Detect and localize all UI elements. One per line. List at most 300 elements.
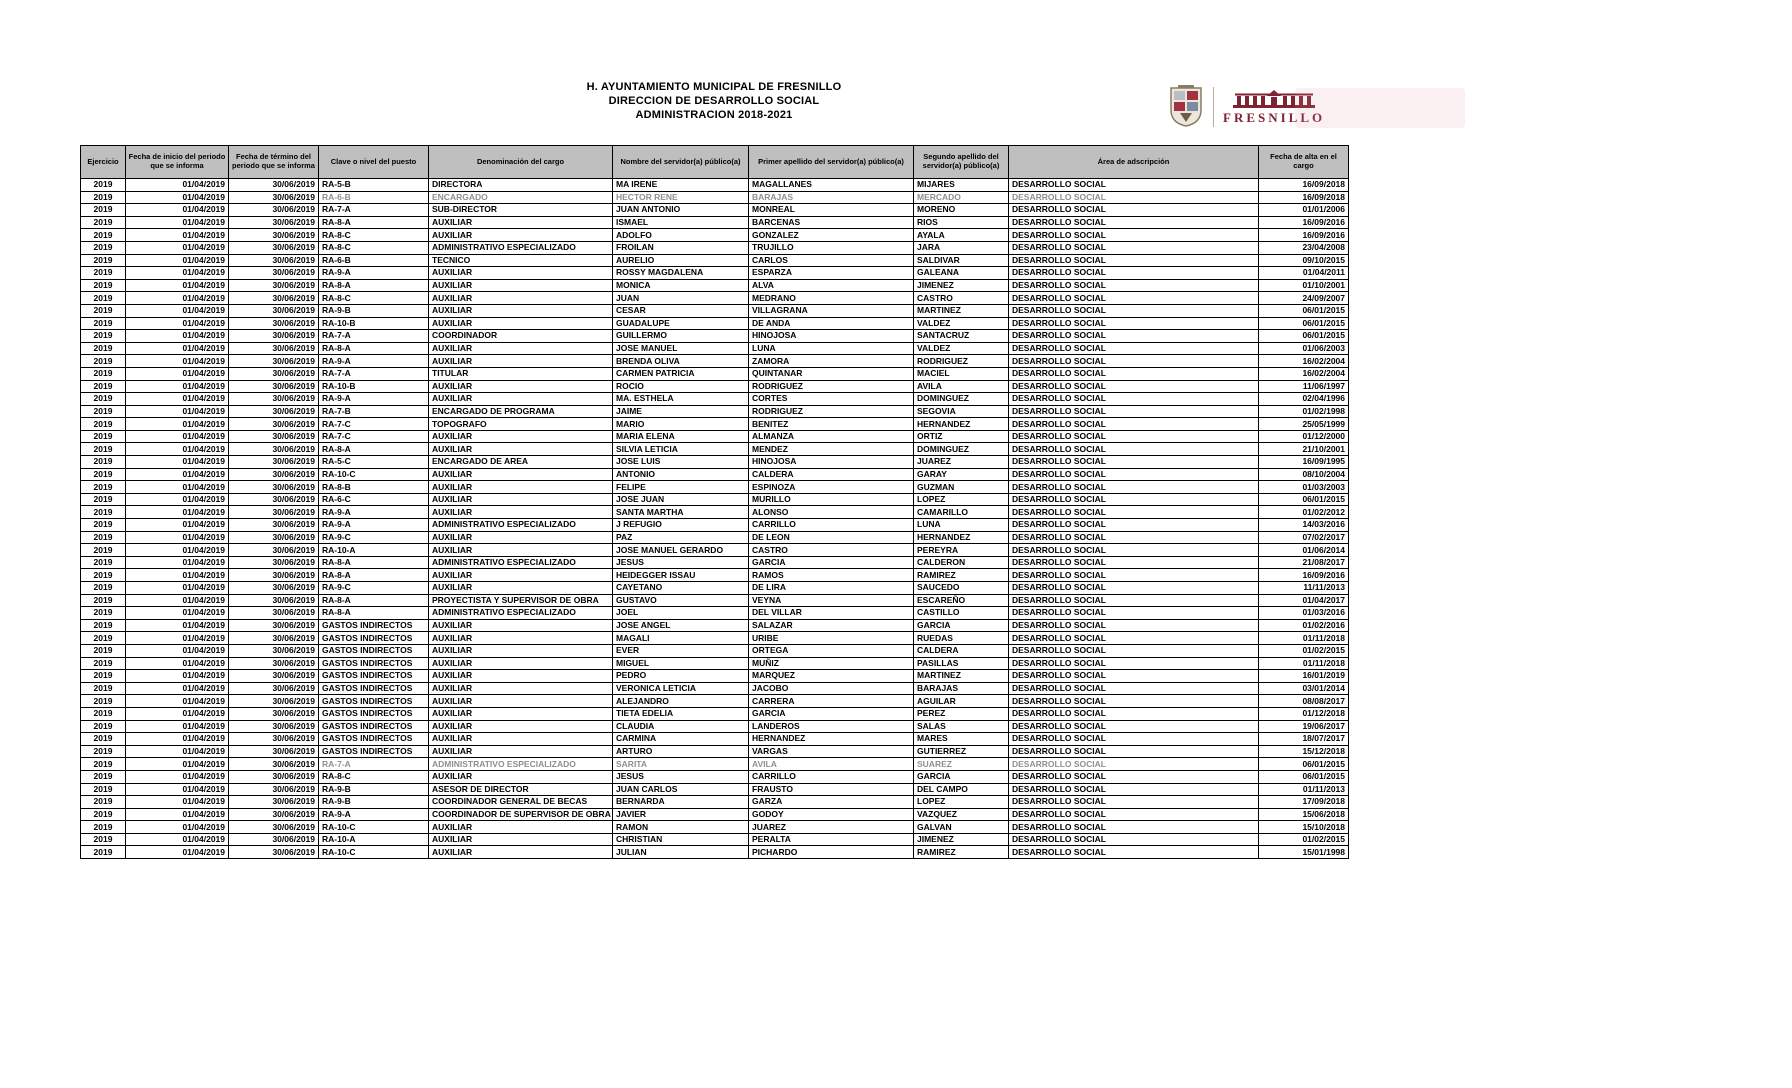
table-cell: 30/06/2019 xyxy=(229,468,319,481)
table-cell: 2019 xyxy=(81,204,126,217)
table-row xyxy=(81,808,1349,821)
table-cell: DESARROLLO SOCIAL xyxy=(1009,179,1259,192)
table-cell: RA-7-C xyxy=(319,430,429,443)
table-row xyxy=(81,657,1349,670)
table-cell: 01/04/2019 xyxy=(126,644,229,657)
table-cell: 2019 xyxy=(81,833,126,846)
table-cell: AUXILIAR xyxy=(429,582,613,595)
table-cell: DESARROLLO SOCIAL xyxy=(1009,594,1259,607)
table-cell: RA-9-A xyxy=(319,519,429,532)
table-cell: 01/04/2019 xyxy=(126,770,229,783)
table-cell: DESARROLLO SOCIAL xyxy=(1009,833,1259,846)
table-cell: 15/12/2018 xyxy=(1259,745,1349,758)
table-cell: CALDERA xyxy=(749,468,914,481)
table-cell: DESARROLLO SOCIAL xyxy=(1009,367,1259,380)
table-cell: SUAREZ xyxy=(914,758,1009,771)
table-cell: GASTOS INDIRECTOS xyxy=(319,707,429,720)
table-cell: 30/06/2019 xyxy=(229,707,319,720)
table-cell: RA-10-B xyxy=(319,317,429,330)
table-cell: HERNANDEZ xyxy=(914,531,1009,544)
table-cell: COORDINADOR xyxy=(429,330,613,343)
table-cell: GASTOS INDIRECTOS xyxy=(319,644,429,657)
table-row xyxy=(81,544,1349,557)
table-cell: 01/04/2019 xyxy=(126,342,229,355)
table-cell: AUXILIAR xyxy=(429,695,613,708)
table-cell: DESARROLLO SOCIAL xyxy=(1009,330,1259,343)
table-cell: ROCIO xyxy=(613,380,749,393)
table-cell: 2019 xyxy=(81,657,126,670)
table-cell: 2019 xyxy=(81,456,126,469)
table-cell: AUXILIAR xyxy=(429,569,613,582)
table-cell: ADMINISTRATIVO ESPECIALIZADO xyxy=(429,607,613,620)
table-body xyxy=(81,179,1349,859)
table-cell: 06/01/2015 xyxy=(1259,317,1349,330)
table-cell: RA-5-C xyxy=(319,456,429,469)
table-cell: 30/06/2019 xyxy=(229,405,319,418)
table-row xyxy=(81,783,1349,796)
table-cell: 2019 xyxy=(81,216,126,229)
table-cell: MONREAL xyxy=(749,204,914,217)
table-cell: 2019 xyxy=(81,682,126,695)
table-cell: DEL VILLAR xyxy=(749,607,914,620)
table-cell: 2019 xyxy=(81,695,126,708)
table-cell: 16/09/2016 xyxy=(1259,216,1349,229)
table-cell: AUXILIAR xyxy=(429,657,613,670)
table-cell: GARAY xyxy=(914,468,1009,481)
table-cell: 01/04/2019 xyxy=(126,544,229,557)
table-cell: 01/04/2019 xyxy=(126,317,229,330)
table-cell: 2019 xyxy=(81,783,126,796)
table-cell: 03/01/2014 xyxy=(1259,682,1349,695)
table-cell: 2019 xyxy=(81,367,126,380)
table-cell: CARRERA xyxy=(749,695,914,708)
table-cell: JUAN CARLOS xyxy=(613,783,749,796)
table-cell: RAMOS xyxy=(749,569,914,582)
table-cell: SEGOVIA xyxy=(914,405,1009,418)
table-cell: 2019 xyxy=(81,544,126,557)
table-cell: DESARROLLO SOCIAL xyxy=(1009,720,1259,733)
table-cell: MEDRANO xyxy=(749,292,914,305)
logo-watermark-fade xyxy=(1295,88,1465,128)
table-cell: 01/04/2019 xyxy=(126,493,229,506)
table-cell: DESARROLLO SOCIAL xyxy=(1009,556,1259,569)
table-cell: 16/02/2004 xyxy=(1259,367,1349,380)
table-cell: AUXILIAR xyxy=(429,468,613,481)
table-cell: 01/04/2019 xyxy=(126,405,229,418)
table-cell: DESARROLLO SOCIAL xyxy=(1009,292,1259,305)
table-cell: GARCIA xyxy=(749,707,914,720)
table-cell: 30/06/2019 xyxy=(229,506,319,519)
table-cell: 16/09/2016 xyxy=(1259,229,1349,242)
table-cell: CAYETANO xyxy=(613,582,749,595)
table-cell: MAGALI xyxy=(613,632,749,645)
table-cell: 01/04/2019 xyxy=(126,267,229,280)
table-cell: 06/01/2015 xyxy=(1259,330,1349,343)
table-cell: DESARROLLO SOCIAL xyxy=(1009,254,1259,267)
coat-of-arms-icon xyxy=(1168,85,1204,129)
table-cell: DESARROLLO SOCIAL xyxy=(1009,582,1259,595)
table-cell: AUXILIAR xyxy=(429,619,613,632)
table-cell: AUXILIAR xyxy=(429,355,613,368)
table-cell: SARITA xyxy=(613,758,749,771)
table-cell: GASTOS INDIRECTOS xyxy=(319,657,429,670)
table-cell: 21/10/2001 xyxy=(1259,443,1349,456)
table-cell: J REFUGIO xyxy=(613,519,749,532)
table-cell: AUXILIAR xyxy=(429,531,613,544)
table-cell: 01/04/2019 xyxy=(126,191,229,204)
table-cell: RA-8-A xyxy=(319,342,429,355)
table-cell: TITULAR xyxy=(429,367,613,380)
table-cell: ENCARGADO DE PROGRAMA xyxy=(429,405,613,418)
table-cell: 2019 xyxy=(81,670,126,683)
table-cell: GUTIERREZ xyxy=(914,745,1009,758)
column-header: Nombre del servidor(a) público(a) xyxy=(613,146,749,179)
table-cell: RA-8-C xyxy=(319,770,429,783)
table-cell: 01/02/2012 xyxy=(1259,506,1349,519)
document-title: H. AYUNTAMIENTO MUNICIPAL DE FRESNILLO xyxy=(586,81,842,93)
table-cell: DESARROLLO SOCIAL xyxy=(1009,619,1259,632)
table-cell: 2019 xyxy=(81,594,126,607)
table-cell: 2019 xyxy=(81,808,126,821)
table-cell: 23/04/2008 xyxy=(1259,241,1349,254)
table-cell: 30/06/2019 xyxy=(229,241,319,254)
table-cell: AUXILIAR xyxy=(429,670,613,683)
document-subtitle: DIRECCION DE DESARROLLO SOCIAL xyxy=(608,95,820,107)
table-cell: RA-7-C xyxy=(319,418,429,431)
table-row xyxy=(81,493,1349,506)
table-cell: 01/10/2001 xyxy=(1259,279,1349,292)
column-header: Área de adscripción xyxy=(1009,146,1259,179)
table-cell: DEL CAMPO xyxy=(914,783,1009,796)
table-cell: 2019 xyxy=(81,644,126,657)
table-cell: 30/06/2019 xyxy=(229,745,319,758)
table-row xyxy=(81,418,1349,431)
table-cell: ORTEGA xyxy=(749,644,914,657)
table-cell: GASTOS INDIRECTOS xyxy=(319,632,429,645)
table-cell: SAUCEDO xyxy=(914,582,1009,595)
table-cell: MAGALLANES xyxy=(749,179,914,192)
table-cell: ZAMORA xyxy=(749,355,914,368)
table-cell: 30/06/2019 xyxy=(229,632,319,645)
table-cell: 2019 xyxy=(81,632,126,645)
table-head xyxy=(81,146,1349,179)
table-cell: DESARROLLO SOCIAL xyxy=(1009,493,1259,506)
table-cell: CARRILLO xyxy=(749,770,914,783)
table-row xyxy=(81,833,1349,846)
table-cell: AURELIO xyxy=(613,254,749,267)
table-cell: 01/04/2019 xyxy=(126,241,229,254)
table-cell: 15/01/1998 xyxy=(1259,846,1349,859)
table-cell: SALAZAR xyxy=(749,619,914,632)
table-cell: 01/04/2019 xyxy=(126,367,229,380)
table-row xyxy=(81,456,1349,469)
table-cell: CARRILLO xyxy=(749,519,914,532)
table-row xyxy=(81,594,1349,607)
table-cell: FROILAN xyxy=(613,241,749,254)
table-cell: 30/06/2019 xyxy=(229,292,319,305)
table-row xyxy=(81,241,1349,254)
table-cell: JACOBO xyxy=(749,682,914,695)
table-row xyxy=(81,317,1349,330)
table-cell: DESARROLLO SOCIAL xyxy=(1009,670,1259,683)
table-cell: ENCARGADO xyxy=(429,191,613,204)
table-row xyxy=(81,531,1349,544)
personnel-table xyxy=(80,145,1349,859)
table-cell: 30/06/2019 xyxy=(229,733,319,746)
table-cell: 06/01/2015 xyxy=(1259,770,1349,783)
table-cell: JIMENEZ xyxy=(914,833,1009,846)
table-cell: ARTURO xyxy=(613,745,749,758)
table-cell: DE ANDA xyxy=(749,317,914,330)
table-cell: 01/04/2019 xyxy=(126,418,229,431)
table-cell: 30/06/2019 xyxy=(229,317,319,330)
table-cell: DESARROLLO SOCIAL xyxy=(1009,531,1259,544)
table-cell: ISMAEL xyxy=(613,216,749,229)
table-cell: 2019 xyxy=(81,607,126,620)
table-cell: VEYNA xyxy=(749,594,914,607)
table-cell: MA IRENE xyxy=(613,179,749,192)
table-cell: DESARROLLO SOCIAL xyxy=(1009,241,1259,254)
table-cell: DE LEON xyxy=(749,531,914,544)
table-cell: GASTOS INDIRECTOS xyxy=(319,619,429,632)
table-cell: 01/11/2013 xyxy=(1259,783,1349,796)
table-cell: 2019 xyxy=(81,569,126,582)
table-cell: 2019 xyxy=(81,506,126,519)
table-cell: GASTOS INDIRECTOS xyxy=(319,733,429,746)
table-cell: DESARROLLO SOCIAL xyxy=(1009,216,1259,229)
table-cell: AUXILIAR xyxy=(429,304,613,317)
table-cell: AUXILIAR xyxy=(429,216,613,229)
table-cell: ESPINOZA xyxy=(749,481,914,494)
table-cell: 30/06/2019 xyxy=(229,607,319,620)
table-cell: DESARROLLO SOCIAL xyxy=(1009,267,1259,280)
table-cell: QUINTANAR xyxy=(749,367,914,380)
table-cell: ANTONIO xyxy=(613,468,749,481)
table-cell: JESUS xyxy=(613,770,749,783)
table-cell: 2019 xyxy=(81,468,126,481)
table-cell: 2019 xyxy=(81,393,126,406)
table-cell: BARAJAS xyxy=(914,682,1009,695)
table-cell: DESARROLLO SOCIAL xyxy=(1009,707,1259,720)
table-cell: AUXILIAR xyxy=(429,342,613,355)
table-cell: 09/10/2015 xyxy=(1259,254,1349,267)
table-cell: CARMINA xyxy=(613,733,749,746)
table-cell: FRAUSTO xyxy=(749,783,914,796)
table-cell: RA-8-A xyxy=(319,279,429,292)
table-cell: 01/04/2019 xyxy=(126,670,229,683)
table-cell: 06/01/2015 xyxy=(1259,493,1349,506)
logo-divider xyxy=(1213,87,1214,127)
table-cell: 30/06/2019 xyxy=(229,355,319,368)
table-cell: AUXILIAR xyxy=(429,393,613,406)
table-cell: DESARROLLO SOCIAL xyxy=(1009,418,1259,431)
table-cell: GALVAN xyxy=(914,821,1009,834)
table-cell: COORDINADOR DE SUPERVISOR DE OBRA xyxy=(429,808,613,821)
table-cell: AUXILIAR xyxy=(429,493,613,506)
table-cell: AUXILIAR xyxy=(429,481,613,494)
table-cell: 16/01/2019 xyxy=(1259,670,1349,683)
table-cell: JUAN ANTONIO xyxy=(613,204,749,217)
table-row xyxy=(81,430,1349,443)
table-row xyxy=(81,179,1349,192)
table-cell: AVILA xyxy=(749,758,914,771)
table-cell: 30/06/2019 xyxy=(229,430,319,443)
table-row xyxy=(81,367,1349,380)
table-cell: 01/04/2019 xyxy=(126,657,229,670)
table-cell: 2019 xyxy=(81,821,126,834)
table-cell: 21/08/2017 xyxy=(1259,556,1349,569)
table-cell: RA-8-C xyxy=(319,229,429,242)
table-cell: HECTOR RENE xyxy=(613,191,749,204)
table-cell: 01/04/2019 xyxy=(126,456,229,469)
table-cell: PAZ xyxy=(613,531,749,544)
table-cell: RA-9-A xyxy=(319,267,429,280)
table-cell: EVER xyxy=(613,644,749,657)
table-cell: 30/06/2019 xyxy=(229,582,319,595)
table-cell: 06/01/2015 xyxy=(1259,758,1349,771)
table-cell: 02/04/1996 xyxy=(1259,393,1349,406)
table-cell: DESARROLLO SOCIAL xyxy=(1009,456,1259,469)
table-cell: JOEL xyxy=(613,607,749,620)
table-cell: VILLAGRANA xyxy=(749,304,914,317)
table-cell: RA-6-C xyxy=(319,493,429,506)
table-cell: 01/04/2011 xyxy=(1259,267,1349,280)
table-cell: RA-8-A xyxy=(319,607,429,620)
table-cell: 2019 xyxy=(81,582,126,595)
table-cell: GUILLERMO xyxy=(613,330,749,343)
table-row xyxy=(81,380,1349,393)
table-cell: CASTILLO xyxy=(914,607,1009,620)
table-cell: 01/06/2003 xyxy=(1259,342,1349,355)
table-row xyxy=(81,468,1349,481)
table-row xyxy=(81,506,1349,519)
table-cell: ADMINISTRATIVO ESPECIALIZADO xyxy=(429,556,613,569)
table-cell: ORTIZ xyxy=(914,430,1009,443)
table-cell: MORENO xyxy=(914,204,1009,217)
table-cell: DESARROLLO SOCIAL xyxy=(1009,519,1259,532)
table-row xyxy=(81,619,1349,632)
table-cell: CLAUDIA xyxy=(613,720,749,733)
table-row xyxy=(81,582,1349,595)
table-cell: 2019 xyxy=(81,254,126,267)
table-cell: 2019 xyxy=(81,229,126,242)
table-cell: BERNARDA xyxy=(613,796,749,809)
table-cell: 2019 xyxy=(81,493,126,506)
table-cell: 30/06/2019 xyxy=(229,254,319,267)
table-cell: 01/04/2019 xyxy=(126,380,229,393)
table-cell: AUXILIAR xyxy=(429,770,613,783)
table-cell: AYALA xyxy=(914,229,1009,242)
table-cell: 30/06/2019 xyxy=(229,418,319,431)
table-header-row xyxy=(81,146,1349,179)
table-cell: 01/04/2019 xyxy=(126,695,229,708)
table-cell: RODRIGUEZ xyxy=(749,405,914,418)
table-cell: JOSE ANGEL xyxy=(613,619,749,632)
table-cell: DESARROLLO SOCIAL xyxy=(1009,468,1259,481)
table-cell: 30/06/2019 xyxy=(229,556,319,569)
table-cell: 2019 xyxy=(81,179,126,192)
table-cell: RA-9-C xyxy=(319,531,429,544)
table-cell: 01/04/2019 xyxy=(126,808,229,821)
table-cell: 2019 xyxy=(81,342,126,355)
table-cell: 30/06/2019 xyxy=(229,821,319,834)
table-row xyxy=(81,481,1349,494)
table-cell: 01/04/2019 xyxy=(126,531,229,544)
table-cell: RAMON xyxy=(613,821,749,834)
table-row xyxy=(81,670,1349,683)
table-cell: BRENDA OLIVA xyxy=(613,355,749,368)
table-cell: 30/06/2019 xyxy=(229,493,319,506)
table-cell: ESPARZA xyxy=(749,267,914,280)
table-cell: 30/06/2019 xyxy=(229,393,319,406)
table-cell: 01/04/2017 xyxy=(1259,594,1349,607)
column-header: Fecha de término del periodo que se informa xyxy=(229,146,319,179)
table-cell: JESUS xyxy=(613,556,749,569)
table-cell: 01/04/2019 xyxy=(126,682,229,695)
table-row xyxy=(81,355,1349,368)
table-cell: 17/09/2018 xyxy=(1259,796,1349,809)
table-cell: DOMINGUEZ xyxy=(914,393,1009,406)
column-header: Primer apellido del servidor(a) público(a) xyxy=(749,146,914,179)
table-cell: RA-9-C xyxy=(319,582,429,595)
table-cell: GONZALEZ xyxy=(749,229,914,242)
table-cell: 30/06/2019 xyxy=(229,569,319,582)
table-cell: GARCIA xyxy=(914,770,1009,783)
table-cell: 01/04/2019 xyxy=(126,279,229,292)
table-cell: PROYECTISTA Y SUPERVISOR DE OBRA xyxy=(429,594,613,607)
table-cell: RA-8-C xyxy=(319,241,429,254)
table-cell: CALDERA xyxy=(914,644,1009,657)
table-cell: DESARROLLO SOCIAL xyxy=(1009,544,1259,557)
table-cell: GARZA xyxy=(749,796,914,809)
table-row xyxy=(81,821,1349,834)
table-row xyxy=(81,443,1349,456)
table-cell: 30/06/2019 xyxy=(229,682,319,695)
table-cell: FELIPE xyxy=(613,481,749,494)
table-cell: AUXILIAR xyxy=(429,644,613,657)
table-cell: 30/06/2019 xyxy=(229,833,319,846)
table-cell: 01/02/2015 xyxy=(1259,644,1349,657)
table-cell: AUXILIAR xyxy=(429,720,613,733)
table-cell: 01/04/2019 xyxy=(126,519,229,532)
table-cell: RA-10-B xyxy=(319,380,429,393)
table-cell: 01/12/2000 xyxy=(1259,430,1349,443)
column-header: Clave o nivel del puesto xyxy=(319,146,429,179)
table-cell: 01/06/2014 xyxy=(1259,544,1349,557)
table-cell: JIMENEZ xyxy=(914,279,1009,292)
table-cell: 30/06/2019 xyxy=(229,796,319,809)
table-cell: PEDRO xyxy=(613,670,749,683)
table-cell: CORTES xyxy=(749,393,914,406)
table-cell: RA-10-A xyxy=(319,544,429,557)
table-cell: HINOJOSA xyxy=(749,330,914,343)
table-row xyxy=(81,191,1349,204)
table-row xyxy=(81,569,1349,582)
table-cell: DESARROLLO SOCIAL xyxy=(1009,380,1259,393)
table-cell: RIOS xyxy=(914,216,1009,229)
table-row xyxy=(81,204,1349,217)
table-cell: DESARROLLO SOCIAL xyxy=(1009,745,1259,758)
table-cell: 16/02/2004 xyxy=(1259,355,1349,368)
table-cell: 2019 xyxy=(81,733,126,746)
table-cell: LOPEZ xyxy=(914,493,1009,506)
table-cell: DESARROLLO SOCIAL xyxy=(1009,821,1259,834)
table-cell: 11/11/2013 xyxy=(1259,582,1349,595)
table-cell: 01/04/2019 xyxy=(126,582,229,595)
table-cell: ESCAREÑO xyxy=(914,594,1009,607)
table-cell: 01/02/2015 xyxy=(1259,833,1349,846)
table-cell: DESARROLLO SOCIAL xyxy=(1009,304,1259,317)
